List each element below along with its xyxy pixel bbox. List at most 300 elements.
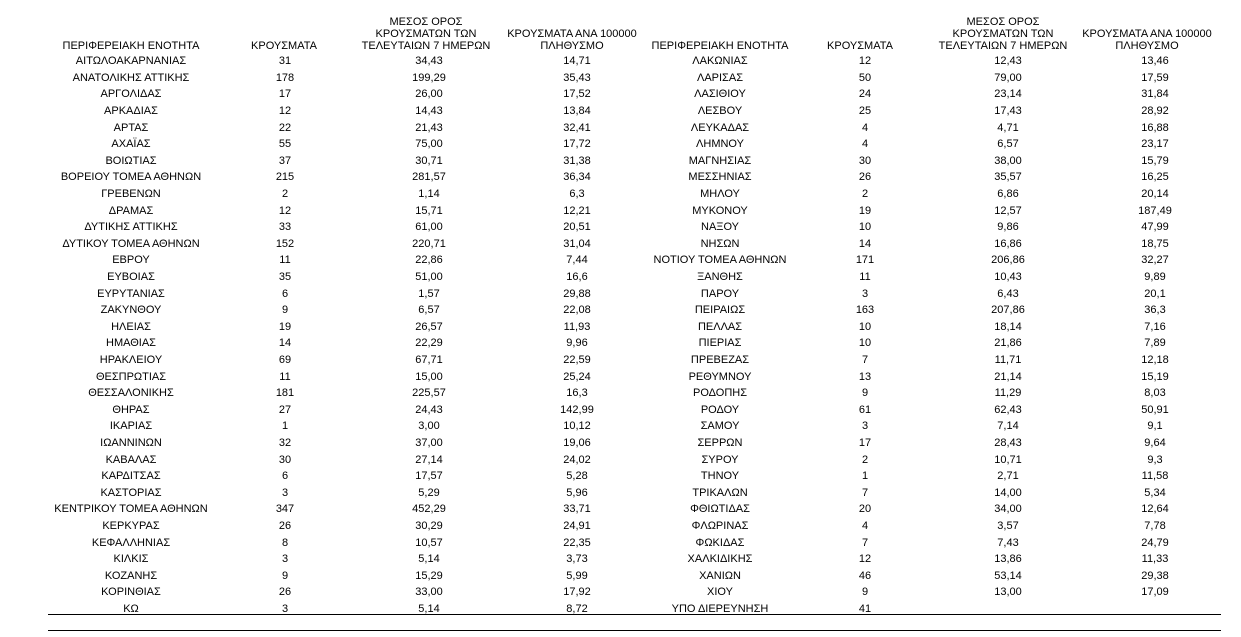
region-cell: ΧΑΝΙΩΝ	[699, 569, 741, 582]
per100k-cell: 187,49	[1138, 204, 1172, 217]
region-cell: ΚΩ	[123, 602, 139, 615]
avg7-cell: 23,14	[994, 88, 1022, 101]
per100k-cell: 16,3	[566, 387, 588, 400]
table-row	[645, 136, 1229, 153]
avg7-cell: 27,14	[415, 453, 443, 466]
table-row	[645, 302, 1229, 319]
per100k-cell: 13,46	[1141, 55, 1169, 68]
avg7-cell: 17,43	[994, 105, 1022, 118]
region-cell: ΠΕΛΛΑΣ	[697, 320, 743, 333]
table-row	[645, 319, 1229, 336]
table-row	[48, 352, 652, 369]
table-row	[48, 418, 652, 435]
cases-cell: 4	[861, 121, 869, 134]
cases-cell: 32	[278, 436, 292, 449]
table-row	[48, 518, 652, 535]
avg7-cell: 199,29	[412, 71, 446, 84]
region-cell: ΣΕΡΡΩΝ	[697, 436, 743, 449]
avg7-cell: 3,57	[997, 519, 1019, 532]
table-row	[48, 584, 652, 601]
per100k-cell: 12,21	[563, 204, 591, 217]
left-table	[48, 53, 652, 617]
per100k-cell: 8,03	[1144, 387, 1166, 400]
region-cell: ΖΑΚΥΝΘΟΥ	[100, 304, 162, 317]
region-cell: ΕΥΒΟΙΑΣ	[107, 271, 155, 284]
avg7-cell: 1,14	[418, 188, 440, 201]
header-label: ΜΕΣΟΣ ΟΡΟΣ ΚΡΟΥΣΜΑΤΩΝ ΤΩΝ ΤΕΛΕΥΤΑΙΩΝ 7 ΗΜΕΡΩΝ	[361, 16, 491, 52]
per100k-cell: 50,91	[1141, 403, 1169, 416]
per100k-cell: 31,38	[563, 154, 591, 167]
header-cases-right	[806, 0, 914, 52]
region-cell: ΚΕΦΑΛΛΗΝΙΑΣ	[91, 536, 171, 549]
per100k-cell: 24,02	[563, 453, 591, 466]
table-row	[48, 534, 652, 551]
right-table	[645, 53, 1229, 617]
region-cell: ΡΕΘΥΜΝΟΥ	[688, 370, 752, 383]
table-row	[48, 501, 652, 518]
per100k-cell: 22,59	[563, 353, 591, 366]
avg7-cell: 79,00	[994, 71, 1022, 84]
avg7-cell: 12,43	[994, 55, 1022, 68]
avg7-cell: 21,14	[994, 370, 1022, 383]
cases-cell: 3	[281, 602, 289, 615]
table-row	[48, 567, 652, 584]
region-cell: ΑΧΑΪΑΣ	[111, 138, 151, 151]
per100k-cell: 28,92	[1141, 105, 1169, 118]
cases-cell: 11	[859, 271, 871, 284]
cases-cell: 27	[278, 403, 292, 416]
cases-cell: 19	[858, 204, 872, 217]
cases-cell: 41	[858, 602, 872, 615]
per100k-cell: 11,93	[563, 320, 591, 333]
region-cell: ΠΙΕΡΙΑΣ	[698, 337, 742, 350]
avg7-cell: 4,71	[997, 121, 1019, 134]
table-row	[48, 335, 652, 352]
per100k-cell: 9,1	[1147, 420, 1163, 433]
table-row	[48, 319, 652, 336]
cases-cell: 61	[858, 403, 872, 416]
cases-cell: 2	[861, 453, 869, 466]
per100k-cell: 142,99	[560, 403, 594, 416]
region-cell: ΤΗΝΟΥ	[700, 470, 740, 483]
per100k-cell: 17,59	[1141, 71, 1169, 84]
avg7-cell: 51,00	[415, 271, 443, 284]
table-row	[48, 86, 652, 103]
cases-cell: 12	[278, 204, 292, 217]
cases-cell: 2	[281, 188, 289, 201]
table-row	[645, 53, 1229, 70]
region-cell: ΠΕΙΡΑΙΩΣ	[694, 304, 746, 317]
table-row	[48, 236, 652, 253]
region-cell: ΛΑΚΩΝΙΑΣ	[692, 55, 748, 68]
avg7-cell: 26,57	[415, 320, 443, 333]
avg7-cell: 6,57	[997, 138, 1019, 151]
table-row	[645, 584, 1229, 601]
region-cell: ΝΟΤΙΟΥ ΤΟΜΕΑ ΑΘΗΝΩΝ	[653, 254, 787, 267]
cases-cell: 178	[275, 71, 295, 84]
avg7-cell: 15,00	[415, 370, 443, 383]
table-row	[645, 119, 1229, 136]
table-row	[645, 435, 1229, 452]
cases-cell: 7	[861, 353, 869, 366]
header-region-left	[48, 0, 214, 52]
table-row	[645, 551, 1229, 568]
header-label: ΚΡΟΥΣΜΑΤΑ ΑΝΑ 100000 ΠΛΗΘΥΣΜΟ	[1082, 28, 1212, 52]
per100k-cell: 17,72	[563, 138, 591, 151]
per100k-cell: 32,27	[1141, 254, 1169, 267]
per100k-cell: 31,04	[563, 237, 591, 250]
region-cell: ΑΡΓΟΛΙΔΑΣ	[100, 88, 162, 101]
per100k-cell: 8,72	[566, 602, 588, 615]
region-cell: ΓΡΕΒΕΝΩΝ	[101, 188, 161, 201]
region-cell: ΝΑΞΟΥ	[701, 221, 739, 234]
cases-cell: 30	[858, 154, 872, 167]
avg7-cell: 452,29	[412, 503, 446, 516]
cases-cell: 33	[278, 221, 292, 234]
per100k-cell: 5,28	[566, 470, 588, 483]
table-row	[48, 368, 652, 385]
table-row	[645, 518, 1229, 535]
avg7-cell: 75,00	[415, 138, 443, 151]
region-cell: ΜΗΛΟΥ	[700, 188, 740, 201]
cases-cell: 26	[278, 586, 292, 599]
avg7-cell: 37,00	[415, 436, 443, 449]
per100k-cell: 15,19	[1141, 370, 1169, 383]
table-row	[48, 252, 652, 269]
cases-cell: 6	[281, 470, 289, 483]
avg7-cell: 7,14	[997, 420, 1019, 433]
per100k-cell: 7,16	[1144, 320, 1166, 333]
table-row	[645, 103, 1229, 120]
table-row	[645, 153, 1229, 170]
avg7-cell: 7,43	[997, 536, 1019, 549]
avg7-cell: 17,57	[415, 470, 443, 483]
table-row	[645, 186, 1229, 203]
cases-cell: 9	[861, 387, 869, 400]
table-row	[645, 219, 1229, 236]
avg7-cell: 11,29	[994, 387, 1022, 400]
table-row	[48, 385, 652, 402]
region-cell: ΦΘΙΩΤΙΔΑΣ	[690, 503, 750, 516]
region-cell: ΛΑΣΙΘΙΟΥ	[694, 88, 746, 101]
cases-cell: 30	[278, 453, 292, 466]
per100k-cell: 13,84	[563, 105, 591, 118]
table-row	[48, 202, 652, 219]
region-cell: ΚΑΒΑΛΑΣ	[105, 453, 157, 466]
avg7-cell: 34,43	[415, 55, 443, 68]
cases-cell: 12	[858, 553, 872, 566]
cases-cell: 55	[278, 138, 292, 151]
header-label: ΚΡΟΥΣΜΑΤΑ ΑΝΑ 100000 ΠΛΗΘΥΣΜΟ	[507, 28, 637, 52]
cases-cell: 152	[275, 237, 295, 250]
region-cell: ΜΑΓΝΗΣΙΑΣ	[688, 154, 752, 167]
region-cell: ΛΕΥΚΑΔΑΣ	[690, 121, 750, 134]
region-cell: ΦΛΩΡΙΝΑΣ	[691, 519, 749, 532]
avg7-cell: 16,86	[994, 237, 1022, 250]
per100k-cell: 24,79	[1141, 536, 1169, 549]
table-row	[48, 70, 652, 87]
header-label: ΚΡΟΥΣΜΑΤΑ	[251, 40, 317, 52]
per100k-cell: 5,34	[1144, 486, 1166, 499]
cases-cell: 10	[858, 221, 872, 234]
avg7-cell: 5,14	[418, 553, 440, 566]
per100k-cell: 20,51	[563, 221, 591, 234]
cases-cell: 69	[278, 353, 292, 366]
cases-cell: 22	[278, 121, 292, 134]
avg7-cell: 207,86	[991, 304, 1025, 317]
avg7-cell: 26,00	[415, 88, 443, 101]
cases-cell: 9	[861, 586, 869, 599]
cases-cell: 14	[858, 237, 872, 250]
avg7-cell: 220,71	[412, 237, 446, 250]
table-row	[645, 468, 1229, 485]
per100k-cell: 7,78	[1144, 519, 1166, 532]
per100k-cell: 17,09	[1141, 586, 1169, 599]
region-cell: ΚΕΡΚΥΡΑΣ	[102, 519, 160, 532]
region-cell: ΝΗΣΩΝ	[700, 237, 740, 250]
avg7-cell: 10,57	[415, 536, 443, 549]
per100k-cell: 12,18	[1141, 353, 1169, 366]
per100k-cell: 16,25	[1141, 171, 1169, 184]
region-cell: ΑΡΤΑΣ	[113, 121, 149, 134]
region-cell: ΣΥΡΟΥ	[701, 453, 739, 466]
region-cell: ΤΡΙΚΑΛΩΝ	[692, 486, 748, 499]
region-cell: ΕΒΡΟΥ	[112, 254, 150, 267]
region-cell: ΔΥΤΙΚΟΥ ΤΟΜΕΑ ΑΘΗΝΩΝ	[62, 237, 200, 250]
avg7-cell: 15,71	[415, 204, 443, 217]
table-row	[645, 401, 1229, 418]
per100k-cell: 16,88	[1141, 121, 1169, 134]
region-cell: ΜΥΚΟΝΟΥ	[692, 204, 748, 217]
per100k-cell: 9,89	[1144, 271, 1166, 284]
table-row	[645, 70, 1229, 87]
region-cell: ΛΗΜΝΟΥ	[696, 138, 744, 151]
per100k-cell: 20,1	[1144, 287, 1166, 300]
per100k-cell: 20,14	[1141, 188, 1169, 201]
cases-cell: 12	[858, 55, 872, 68]
cases-cell: 3	[281, 486, 289, 499]
cases-cell: 26	[278, 519, 292, 532]
table-row	[48, 451, 652, 468]
avg7-cell: 22,29	[415, 337, 443, 350]
cases-cell: 46	[858, 569, 872, 582]
cases-cell: 181	[275, 387, 295, 400]
per100k-cell: 17,52	[563, 88, 591, 101]
cases-cell: 10	[858, 337, 872, 350]
region-cell: ΕΥΡΥΤΑΝΙΑΣ	[97, 287, 165, 300]
region-cell: ΦΩΚΙΔΑΣ	[695, 536, 745, 549]
avg7-cell: 15,29	[415, 569, 443, 582]
per100k-cell: 29,88	[563, 287, 591, 300]
region-cell: ΥΠΟ ΔΙΕΡΕΥΝΗΣΗ	[671, 602, 769, 615]
cases-cell: 3	[861, 420, 869, 433]
avg7-cell: 6,86	[997, 188, 1019, 201]
header-region-right	[645, 0, 795, 52]
cases-cell: 3	[281, 553, 289, 566]
region-cell: ΡΟΔΟΠΗΣ	[692, 387, 748, 400]
table-row	[645, 501, 1229, 518]
region-cell: ΔΥΤΙΚΗΣ ΑΤΤΙΚΗΣ	[84, 221, 178, 234]
cases-cell: 26	[858, 171, 872, 184]
per100k-cell: 15,79	[1141, 154, 1169, 167]
region-cell: ΑΝΑΤΟΛΙΚΗΣ ΑΤΤΙΚΗΣ	[72, 71, 190, 84]
cases-cell: 9	[281, 304, 289, 317]
table-row	[48, 468, 652, 485]
table-row	[48, 136, 652, 153]
table-row	[645, 418, 1229, 435]
per100k-cell: 14,71	[563, 55, 591, 68]
region-cell: ΑΙΤΩΛΟΑΚΑΡΝΑΝΙΑΣ	[75, 55, 187, 68]
per100k-cell: 7,44	[566, 254, 588, 267]
avg7-cell: 18,14	[994, 320, 1022, 333]
avg7-cell: 11,71	[994, 353, 1022, 366]
region-cell: ΗΡΑΚΛΕΙΟΥ	[99, 353, 163, 366]
table-row	[645, 484, 1229, 501]
cases-cell: 163	[855, 304, 875, 317]
per100k-cell: 9,64	[1144, 436, 1166, 449]
avg7-cell: 34,00	[994, 503, 1022, 516]
cases-cell: 17	[858, 436, 872, 449]
table-row	[645, 335, 1229, 352]
per100k-cell: 12,64	[1141, 503, 1169, 516]
avg7-cell: 33,00	[415, 586, 443, 599]
header-avg7-left	[355, 0, 497, 52]
avg7-cell: 2,71	[997, 470, 1019, 483]
avg7-cell: 28,43	[994, 436, 1022, 449]
per100k-cell: 25,24	[563, 370, 591, 383]
region-cell: ΒΟΡΕΙΟΥ ΤΟΜΕΑ ΑΘΗΝΩΝ	[60, 171, 202, 184]
per100k-cell: 5,99	[566, 569, 588, 582]
region-cell: ΘΗΡΑΣ	[112, 403, 150, 416]
header-label: ΚΡΟΥΣΜΑΤΑ	[827, 40, 893, 52]
cases-cell: 24	[858, 88, 872, 101]
region-cell: ΚΕΝΤΡΙΚΟΥ ΤΟΜΕΑ ΑΘΗΝΩΝ	[54, 503, 208, 516]
avg7-cell: 21,43	[415, 121, 443, 134]
region-cell: ΙΚΑΡΙΑΣ	[109, 420, 153, 433]
per100k-cell: 10,12	[563, 420, 591, 433]
per100k-cell: 18,75	[1141, 237, 1169, 250]
table-row	[48, 219, 652, 236]
avg7-cell: 5,14	[418, 602, 440, 615]
avg7-cell: 12,57	[994, 204, 1022, 217]
table-row	[645, 567, 1229, 584]
per100k-cell: 22,08	[563, 304, 591, 317]
per100k-cell: 23,17	[1141, 138, 1169, 151]
header-label: ΠΕΡΙΦΕΡΕΙΑΚΗ ΕΝΟΤΗΤΑ	[651, 40, 789, 52]
cases-cell: 11	[279, 370, 291, 383]
cases-cell: 7	[861, 486, 869, 499]
region-cell: ΧΑΛΚΙΔΙΚΗΣ	[687, 553, 753, 566]
cases-cell: 11	[279, 254, 291, 267]
avg7-cell: 13,00	[994, 586, 1022, 599]
region-cell: ΚΟΡΙΝΘΙΑΣ	[101, 586, 161, 599]
cases-cell: 14	[278, 337, 292, 350]
cases-cell: 215	[275, 171, 295, 184]
table-row	[645, 534, 1229, 551]
per100k-cell: 35,43	[563, 71, 591, 84]
cases-cell: 17	[278, 88, 292, 101]
region-cell: ΚΑΣΤΟΡΙΑΣ	[100, 486, 162, 499]
per100k-cell: 9,3	[1147, 453, 1163, 466]
cases-cell: 347	[275, 503, 295, 516]
per100k-cell: 7,89	[1144, 337, 1166, 350]
region-cell: ΣΑΜΟΥ	[700, 420, 740, 433]
avg7-cell: 10,43	[994, 271, 1022, 284]
region-cell: ΧΙΟΥ	[707, 586, 733, 599]
table-row	[645, 202, 1229, 219]
per100k-cell: 31,84	[1141, 88, 1169, 101]
per100k-cell: 32,41	[563, 121, 591, 134]
table-row	[48, 285, 652, 302]
region-cell: ΘΕΣΠΡΩΤΙΑΣ	[95, 370, 167, 383]
avg7-cell: 62,43	[994, 403, 1022, 416]
table-row	[48, 302, 652, 319]
per100k-cell: 36,34	[563, 171, 591, 184]
table-row	[645, 385, 1229, 402]
cases-cell: 35	[278, 271, 292, 284]
avg7-cell: 3,00	[418, 420, 440, 433]
cases-cell: 12	[278, 105, 292, 118]
region-cell: ΑΡΚΑΔΙΑΣ	[104, 105, 158, 118]
table-row	[48, 484, 652, 501]
region-cell: ΡΟΔΟΥ	[700, 403, 740, 416]
avg7-cell: 30,29	[415, 519, 443, 532]
region-cell: ΗΜΑΘΙΑΣ	[106, 337, 156, 350]
cases-cell: 1	[861, 470, 869, 483]
header-label: ΜΕΣΟΣ ΟΡΟΣ ΚΡΟΥΣΜΑΤΩΝ ΤΩΝ ΤΕΛΕΥΤΑΙΩΝ 7 ΗΜΕΡΩΝ	[938, 16, 1068, 52]
per100k-cell: 11,33	[1141, 553, 1169, 566]
avg7-cell: 13,86	[994, 553, 1022, 566]
cases-cell: 8	[281, 536, 289, 549]
avg7-cell: 1,57	[418, 287, 440, 300]
avg7-cell: 206,86	[991, 254, 1025, 267]
region-cell: ΚΙΛΚΙΣ	[113, 553, 149, 566]
per100k-cell: 29,38	[1141, 569, 1169, 582]
per100k-cell: 6,3	[569, 188, 585, 201]
table-row	[48, 119, 652, 136]
cases-cell: 1	[281, 420, 289, 433]
table-row	[645, 169, 1229, 186]
avg7-cell: 9,86	[997, 221, 1019, 234]
per100k-cell: 24,91	[563, 519, 591, 532]
region-cell: ΠΡΕΒΕΖΑΣ	[690, 353, 750, 366]
avg7-cell: 67,71	[415, 353, 443, 366]
per100k-cell: 17,92	[563, 586, 591, 599]
per100k-cell: 22,35	[563, 536, 591, 549]
table-row	[48, 551, 652, 568]
cases-cell: 37	[278, 154, 292, 167]
cases-cell: 9	[281, 569, 289, 582]
region-cell: ΜΕΣΣΗΝΙΑΣ	[688, 171, 752, 184]
cases-cell: 171	[855, 254, 875, 267]
avg7-cell: 61,00	[415, 221, 443, 234]
region-cell: ΞΑΝΘΗΣ	[697, 271, 743, 284]
table-row	[48, 186, 652, 203]
avg7-cell: 35,57	[994, 171, 1022, 184]
avg7-cell: 10,71	[994, 453, 1022, 466]
cases-cell: 7	[861, 536, 869, 549]
table-row	[48, 169, 652, 186]
avg7-cell: 22,86	[415, 254, 443, 267]
table-row	[48, 401, 652, 418]
avg7-cell: 281,57	[412, 171, 446, 184]
cases-cell: 3	[861, 287, 869, 300]
header-cases-left	[230, 0, 338, 52]
avg7-cell: 5,29	[418, 486, 440, 499]
cases-cell: 4	[861, 519, 869, 532]
region-cell: ΛΑΡΙΣΑΣ	[696, 71, 743, 84]
table-row	[645, 451, 1229, 468]
